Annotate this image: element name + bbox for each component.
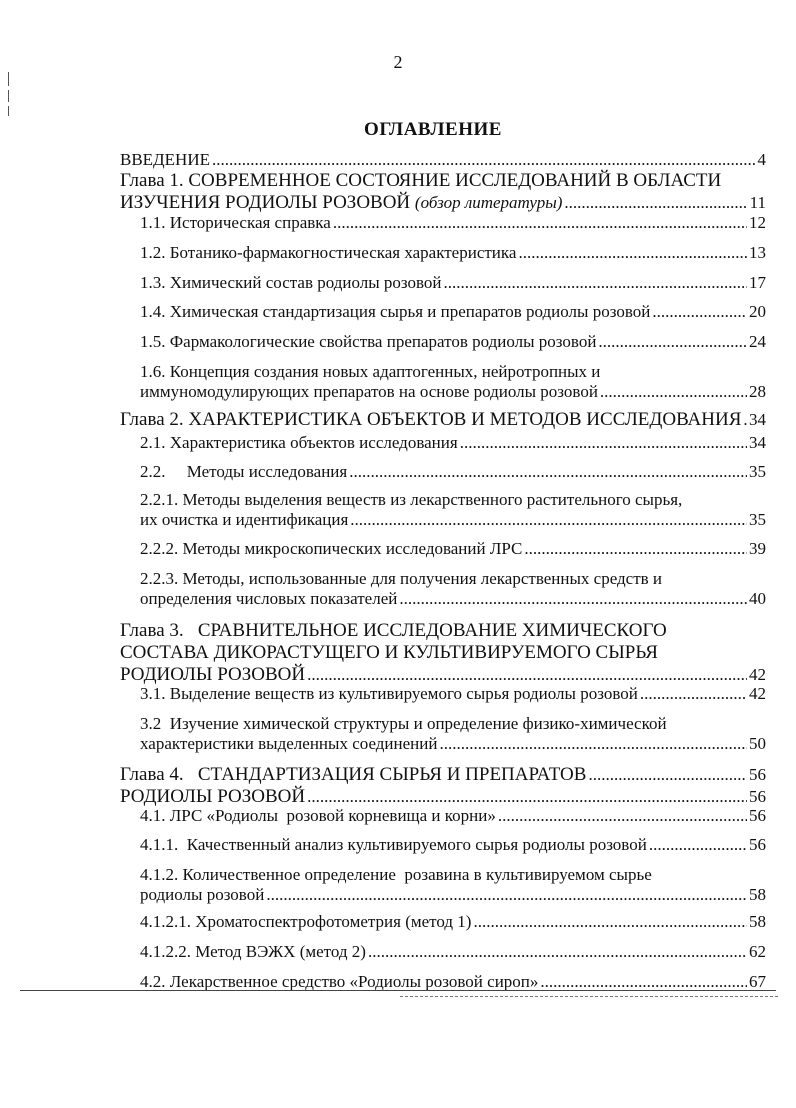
toc-entry-2-1[interactable]: 2.1. Характеристика объектов исследования ..... 34 bbox=[120, 433, 766, 453]
toc-entry-1-4[interactable]: 1.4. Химическая стандартизация сырья и препаратов родиолы розовой ..... 20 bbox=[120, 302, 766, 322]
toc-entry-4-1-2[interactable]: 4.1.2. Количественное определение розавина в культивируемом сырье родиолы розовой ..... 58 bbox=[120, 865, 766, 905]
toc-entry-1-2[interactable]: 1.2. Ботанико-фармакогностическая характеристика ..... 13 bbox=[120, 243, 766, 263]
toc-entry-3-1[interactable]: 3.1. Выделение веществ из культивируемого сырья родиолы розовой ..... 42 bbox=[120, 684, 766, 704]
toc-entry-4-1-1[interactable]: 4.1.1. Качественный анализ культивируемого сырья родиолы розовой ..... 56 bbox=[120, 835, 766, 855]
toc-entry-1-3[interactable]: 1.3. Химический состав родиолы розовой ..... 17 bbox=[120, 273, 766, 293]
toc-entry-text: ИЗУЧЕНИЯ РОДИОЛЫ РОЗОВОЙ bbox=[120, 192, 411, 213]
toc-entry-text: ВВЕДЕНИЕ bbox=[120, 150, 210, 169]
toc-entry-4-1-2-1[interactable]: 4.1.2.1. Хроматоспектрофотометрия (метод 1) ..... 58 bbox=[120, 912, 766, 932]
toc-entry-4-1-2-2[interactable]: 4.1.2.2. Метод ВЭЖХ (метод 2) ..... 62 bbox=[120, 942, 766, 962]
toc-entry-4-2[interactable]: 4.2. Лекарственное средство «Родиолы розовой сироп» ..... 67 bbox=[120, 972, 766, 992]
margin-ticks bbox=[8, 72, 10, 120]
toc-entry-chapter-2[interactable]: Глава 2. ХАРАКТЕРИСТИКА ОБЪЕКТОВ И МЕТОДОВ ИССЛЕДОВАНИЯ ..... 34 bbox=[120, 409, 766, 431]
toc-entry-2-2-1[interactable]: 2.2.1. Методы выделения веществ из лекарственного растительного сырья, их очистка и идентификация ..... 35 bbox=[120, 490, 766, 530]
toc-entry-1-1[interactable]: 1.1. Историческая справка ..... 12 bbox=[120, 213, 766, 233]
toc-entry-text: Глава 1. СОВРЕМЕННОЕ СОСТОЯНИЕ ИССЛЕДОВАНИЙ В ОБЛАСТИ bbox=[120, 170, 722, 191]
toc-entry-note: (обзор литературы) bbox=[414, 193, 563, 212]
toc-entry-3-2[interactable]: 3.2 Изучение химической структуры и определение физико-химической характеристики выделенных соединений ..... 50 bbox=[120, 714, 766, 754]
toc-entry-chapter-3[interactable]: Глава 3. СРАВНИТЕЛЬНОЕ ИССЛЕДОВАНИЕ ХИМИЧЕСКОГО СОСТАВА ДИКОРАСТУЩЕГО И КУЛЬТИВИРУЕМОГО СЫРЬЯ РОДИОЛЫ РОЗОВОЙ ..... 42 bbox=[120, 620, 766, 686]
page-number: 2 bbox=[393, 52, 403, 72]
toc-entry-chapter-1[interactable] bbox=[120, 170, 766, 214]
toc-entry-2-2[interactable]: 2.2. Методы исследования ..... 35 bbox=[120, 462, 766, 482]
toc-title: ОГЛАВЛЕНИЕ bbox=[364, 119, 502, 140]
toc-entry-intro[interactable] bbox=[120, 150, 766, 170]
toc-entry-1-6[interactable]: 1.6. Концепция создания новых адаптогенных, нейротропных и иммуномодулирующих препаратов на основе родиолы розовой ..... 28 bbox=[120, 362, 766, 402]
toc-entry-page: 4 bbox=[757, 150, 766, 169]
toc-entry-1-5[interactable]: 1.5. Фармакологические свойства препаратов родиолы розовой ..... 24 bbox=[120, 332, 766, 352]
toc-entry-4-1[interactable]: 4.1. ЛРС «Родиолы розовой корневища и корни» ..... 56 bbox=[120, 806, 766, 826]
toc-entry-2-2-3[interactable]: 2.2.3. Методы, использованные для получения лекарственных средств и определения числовых показателей ..... 40 bbox=[120, 569, 766, 609]
page-bottom-rule bbox=[20, 990, 776, 991]
toc-entry-chapter-4[interactable]: Глава 4. СТАНДАРТИЗАЦИЯ СЫРЬЯ И ПРЕПАРАТОВ ..... 56 РОДИОЛЫ РОЗОВОЙ ..... 56 bbox=[120, 764, 766, 808]
toc-entry-page: 11 bbox=[749, 193, 766, 212]
page-bottom-rule-dashed bbox=[400, 996, 778, 997]
toc-entry-2-2-2[interactable]: 2.2.2. Методы микроскопических исследований ЛРС ..... 39 bbox=[120, 539, 766, 559]
